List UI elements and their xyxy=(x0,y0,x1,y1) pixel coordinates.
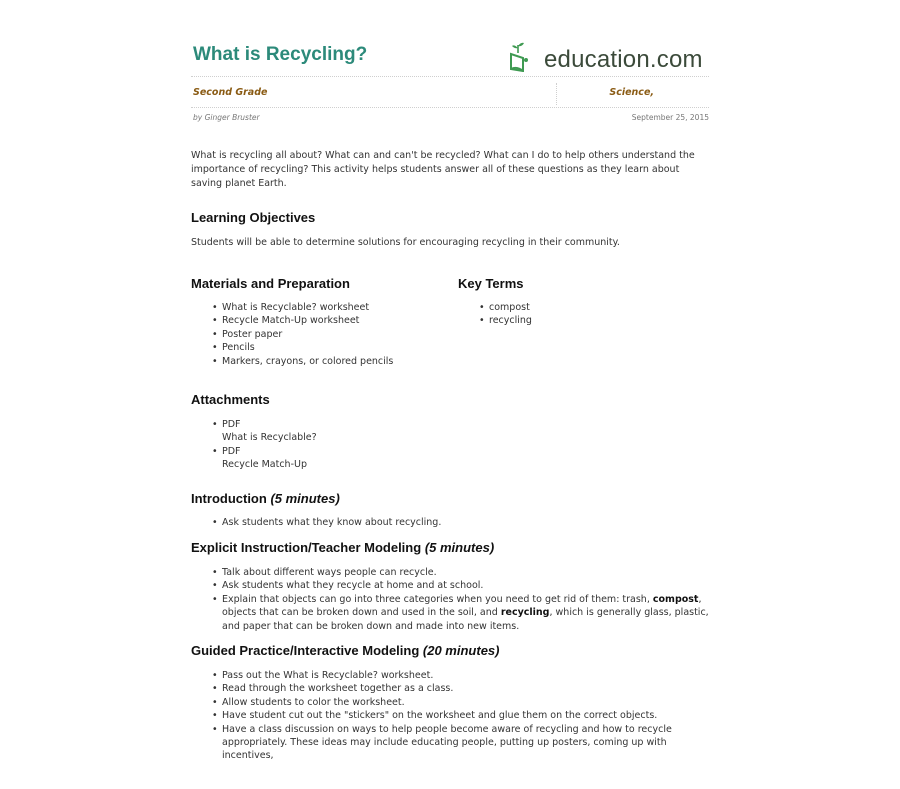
section-title: Explicit Instruction/Teacher Modeling xyxy=(191,540,422,555)
learning-objectives-heading: Learning Objectives xyxy=(191,210,316,225)
date-label: September 25, 2015 xyxy=(631,113,709,122)
list-item: • Recycle Match-Up worksheet xyxy=(191,314,451,327)
key-terms-heading: Key Terms xyxy=(458,276,524,291)
list-item: • Poster paper xyxy=(191,328,451,341)
section-title: Introduction xyxy=(191,491,267,506)
attachment-type: • PDF xyxy=(222,445,241,457)
section-duration: (5 minutes) xyxy=(270,491,340,506)
author-label: by Ginger Bruster xyxy=(193,113,260,122)
item-text: , objects that can be broken down and used in the soil, and xyxy=(222,593,702,619)
explicit-instruction-heading xyxy=(191,540,494,555)
list-item: • Talk about different ways people can recycle. xyxy=(191,566,716,579)
materials-list xyxy=(191,301,451,368)
list-item: • Pencils xyxy=(191,341,451,354)
subject-label: Science, xyxy=(609,87,654,98)
list-item: • Have student cut out the "stickers" on the worksheet and glue them on the correct objects. xyxy=(191,709,716,722)
education-com-logo xyxy=(508,42,703,72)
intro-paragraph: What is recycling all about? What can and can't be recycled? What can I do to help others understand the importance of recycling? This activity helps students answer all of these questions as they learn about saving planet Earth. xyxy=(191,150,695,189)
key-term-compost: compost xyxy=(652,593,699,605)
attachment-link[interactable]: What is Recyclable? xyxy=(222,432,317,444)
key-term-recycling: recycling xyxy=(500,607,550,619)
list-item: • recycling xyxy=(458,314,698,327)
divider-vertical xyxy=(556,83,557,105)
list-item xyxy=(191,593,716,633)
divider xyxy=(191,107,709,108)
attachment-item[interactable] xyxy=(191,445,491,472)
materials-heading: Materials and Preparation xyxy=(191,276,350,291)
introduction-list xyxy=(191,516,711,529)
item-text: Explain that objects can go into three categories when you need to get rid of them: trash, xyxy=(222,593,650,605)
list-item: • Ask students what they recycle at home and at school. xyxy=(191,579,716,592)
list-item: • Read through the worksheet together as a class. xyxy=(191,682,716,695)
section-duration: (20 minutes) xyxy=(422,643,500,658)
guided-practice-heading xyxy=(191,643,499,658)
list-item: • Markers, crayons, or colored pencils xyxy=(191,355,451,368)
explicit-instruction-list xyxy=(191,566,716,633)
list-item: • compost xyxy=(458,301,698,314)
item-text: , which is generally glass, plastic, and paper that can be broken down and made into new items. xyxy=(222,607,709,632)
list-item: • Have a class discussion on ways to help people become aware of recycling and how to recycle appropriately. These ideas may include educating people, putting up posters, coming up with incentives, xyxy=(191,723,716,763)
section-title: Guided Practice/Interactive Modeling xyxy=(191,643,420,658)
attachment-item[interactable] xyxy=(191,418,491,445)
attachments-heading: Attachments xyxy=(191,392,270,407)
book-sprout-icon xyxy=(508,42,542,72)
guided-practice-list xyxy=(191,669,716,763)
divider xyxy=(191,76,709,77)
attachments-list xyxy=(191,418,491,472)
key-terms-list xyxy=(458,301,698,328)
list-item: • What is Recyclable? worksheet xyxy=(191,301,451,314)
list-item: • Allow students to color the worksheet. xyxy=(191,696,716,709)
page-title: What is Recycling? xyxy=(193,44,368,65)
introduction-heading xyxy=(191,491,340,506)
learning-objectives-text: Students will be able to determine solutions for encouraging recycling in their community. xyxy=(191,237,620,248)
section-duration: (5 minutes) xyxy=(424,540,495,555)
attachment-type: • PDF xyxy=(222,419,241,430)
grade-label: Second Grade xyxy=(193,87,268,98)
list-item: • Ask students what they know about recycling. xyxy=(191,516,711,529)
logo-wordmark: education.com xyxy=(544,46,703,73)
list-item: • Pass out the What is Recyclable? worksheet. xyxy=(191,669,716,682)
attachment-link[interactable]: Recycle Match-Up xyxy=(222,459,307,471)
